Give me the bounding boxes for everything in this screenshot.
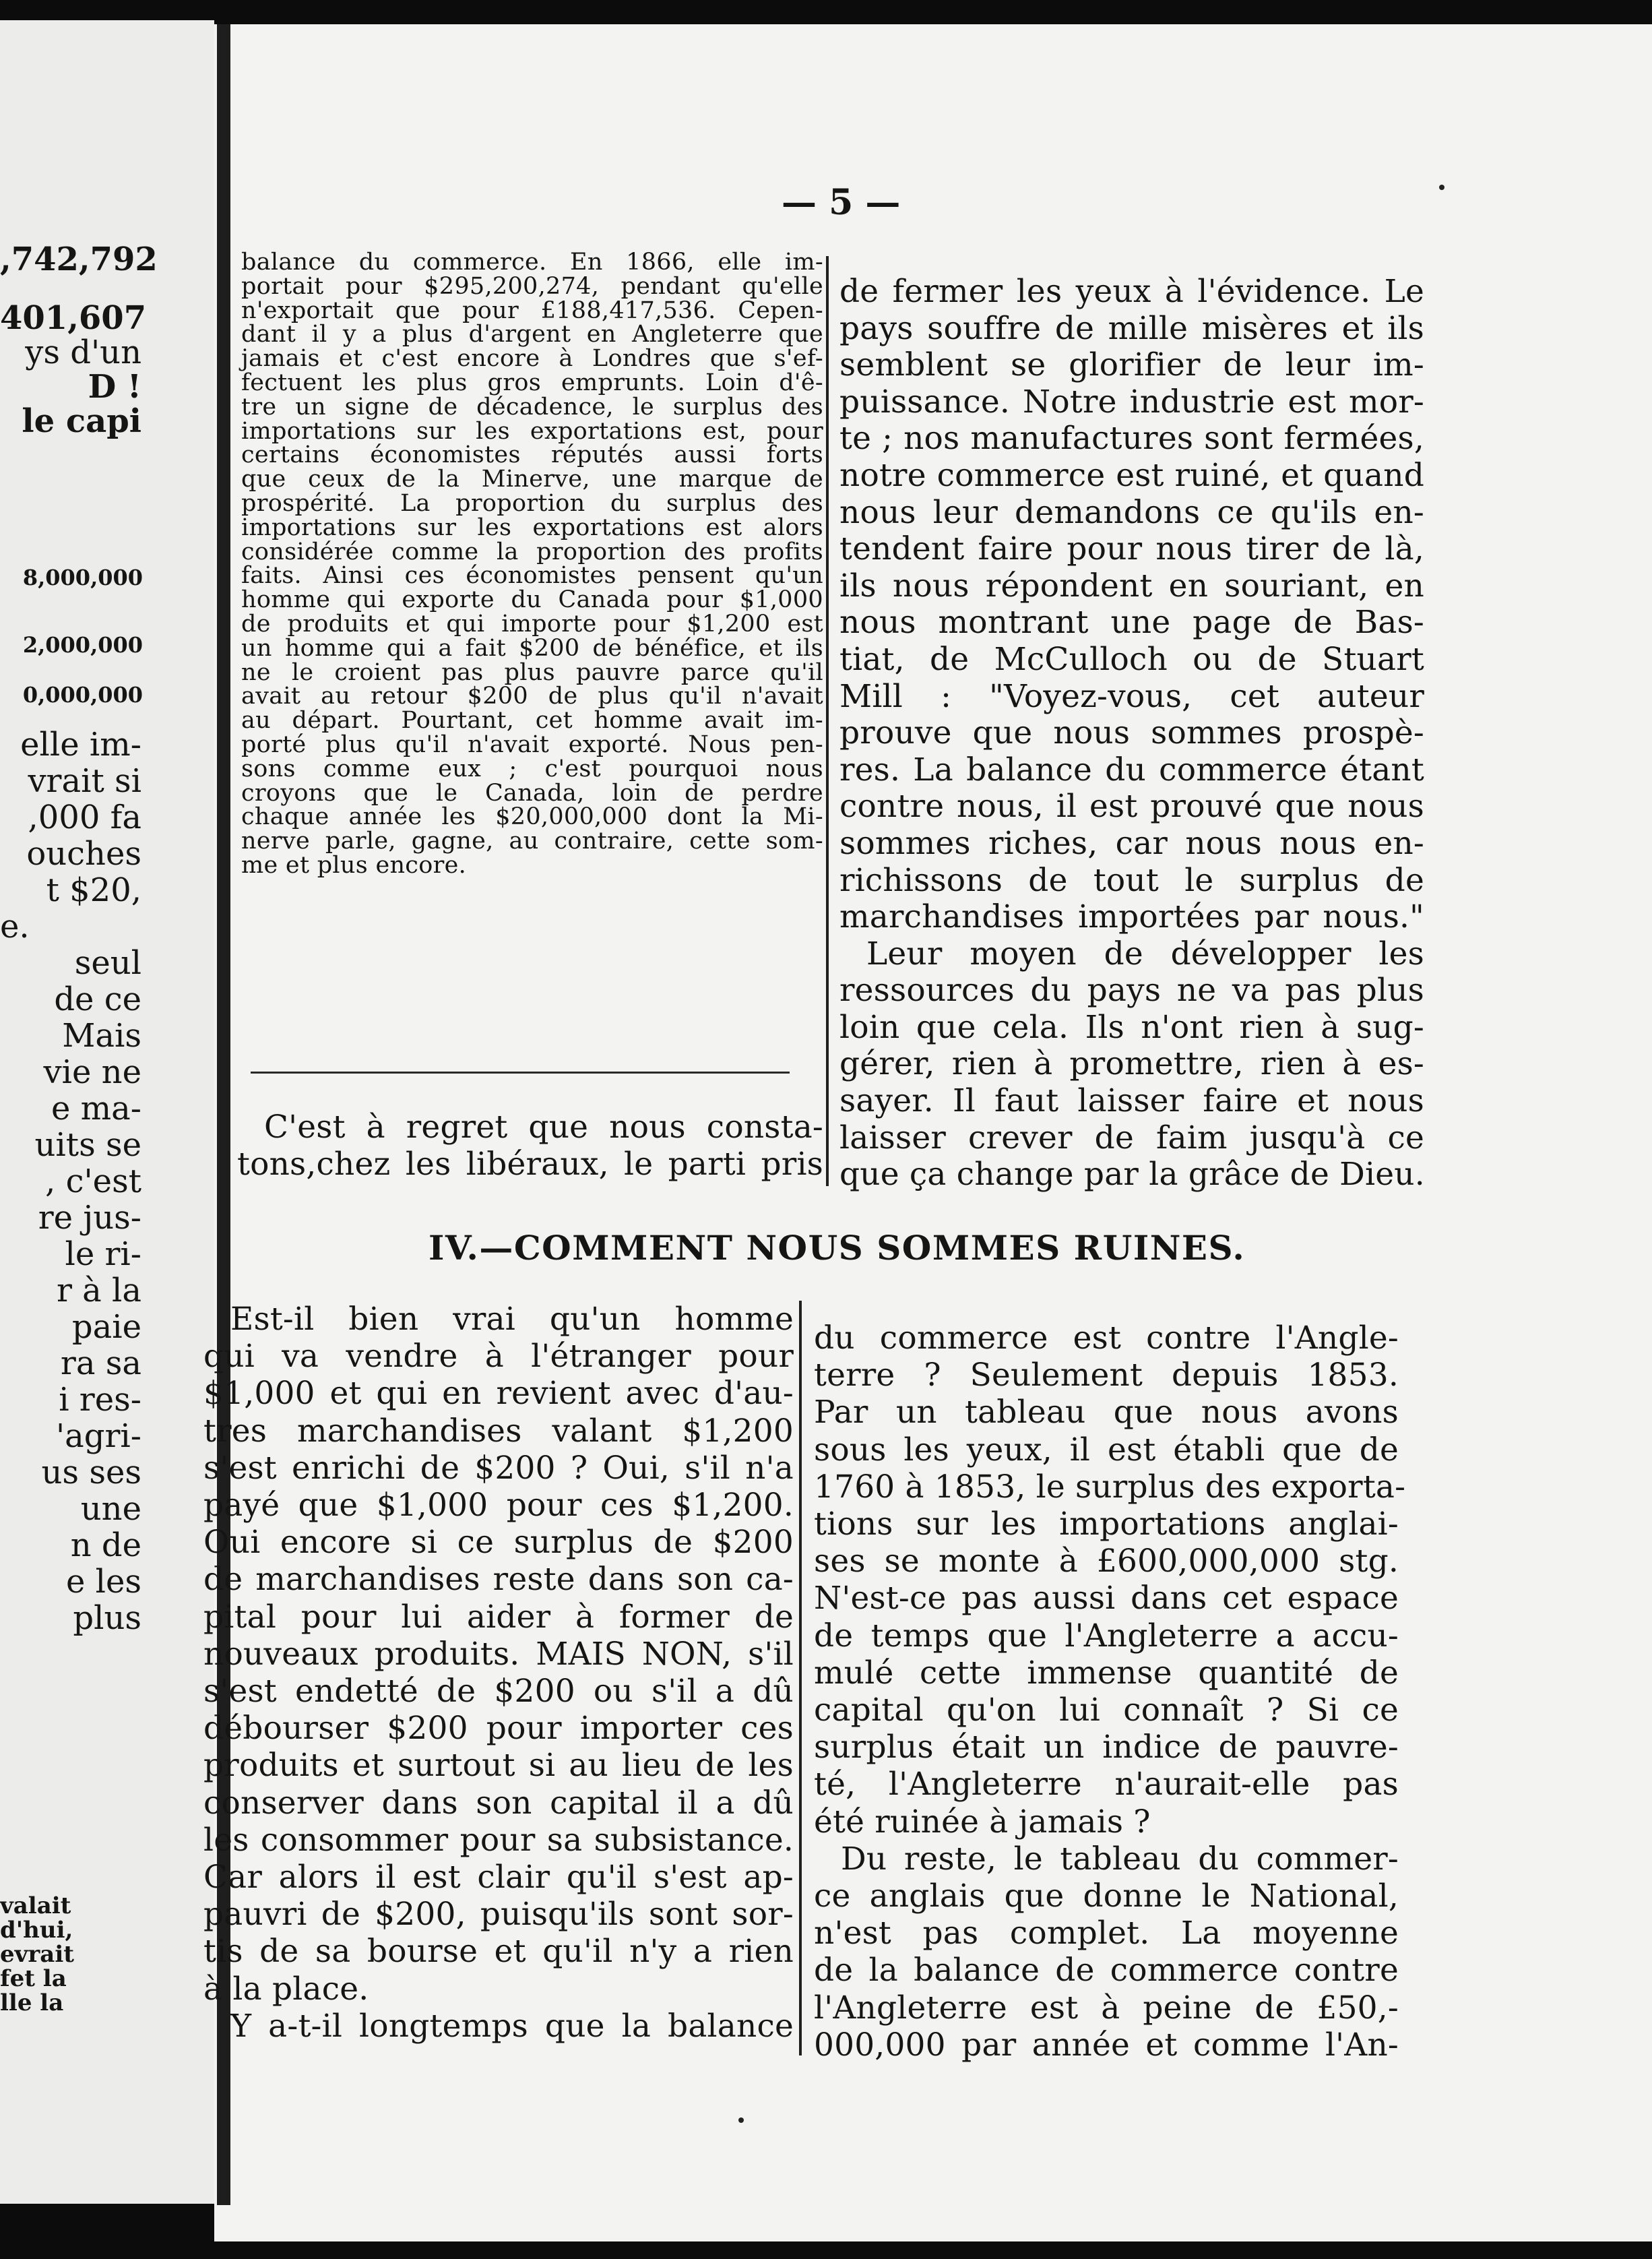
column-2-text (839, 274, 1424, 1194)
facing-line: e ma- (51, 1090, 141, 1127)
facing-line: t $20, (46, 871, 141, 909)
text-line: 000,000 par année et comme l'An- (814, 2026, 1399, 2064)
text-line: nouveaux produits. MAIS NON, s'il (203, 1635, 794, 1673)
text-line: un homme qui a fait $200 de bénéfice, et ils (241, 634, 823, 662)
text-line: balance du commerce. En 1866, elle im- (241, 249, 823, 276)
facing-line: le capi (22, 402, 141, 440)
text-line: contre nous, il est prouvé que nous (839, 788, 1424, 826)
text-line: $1,000 et qui en revient avec d'au- (203, 1375, 794, 1413)
text-line: débourser $200 pour importer ces (203, 1710, 794, 1747)
text-line: sommes riches, car nous nous en- (839, 824, 1424, 862)
text-line: avait au retour $200 de plus qu'il n'avait (241, 683, 823, 710)
text-line: té, l'Angleterre n'aurait-elle pas (814, 1766, 1399, 1803)
facing-line: ys d'un (25, 334, 141, 371)
column-rule-lower (799, 1301, 802, 2055)
text-line: mulé cette immense quantité de (814, 1654, 1399, 1692)
text-line: pital pour lui aider à former de (203, 1598, 794, 1636)
facing-page-amounts (0, 566, 143, 706)
text-line: porté plus qu'il n'avait exporté. Nous pen- (241, 731, 823, 758)
text-line: croyons que le Canada, loin de perdre (241, 779, 823, 807)
text-line: C'est à regret que nous consta- (264, 1109, 823, 1146)
text-line: tre un signe de décadence, le surplus des (241, 393, 823, 421)
text-line: surplus était un indice de pauvre- (814, 1729, 1399, 1766)
text-line: tiat, de McCulloch ou de Stuart (839, 640, 1424, 678)
text-line: nous montrant une page de Bas- (839, 604, 1424, 642)
text-line: pays souffre de mille misères et ils (839, 309, 1424, 347)
facing-line: evrait (0, 1941, 74, 1968)
text-line: Par un tableau que nous avons (814, 1394, 1399, 1431)
text-line: nous leur demandons ce qu'ils en- (839, 493, 1424, 531)
text-line: de temps que l'Angleterre a accu- (814, 1617, 1399, 1654)
text-line: considérée comme la proportion des profits (241, 538, 823, 565)
text-line: tres marchandises valant $1,200 (203, 1412, 794, 1450)
text-line: gérer, rien à promettre, rien à es- (839, 1045, 1424, 1083)
text-line: notre commerce est ruiné, et quand (839, 456, 1424, 494)
facing-line: 'agri- (55, 1417, 141, 1455)
facing-line: i res- (59, 1381, 141, 1419)
text-line: jamais et c'est encore à Londres que s'ef- (241, 345, 823, 373)
text-line: chaque année les $20,000,000 dont la Mi- (241, 803, 823, 831)
text-line: qui va vendre à l'étranger pour (203, 1338, 794, 1375)
text-line: s'est endetté de $200 ou s'il a dû (203, 1673, 794, 1710)
facing-line: valait (0, 1892, 71, 1919)
facing-line: ra sa (60, 1344, 141, 1382)
text-line: Mill : "Voyez-vous, cet auteur (839, 677, 1424, 715)
text-line: ressources du pays ne va pas plus (839, 972, 1424, 1010)
text-line: Oui encore si ce surplus de $200 (203, 1524, 794, 1561)
facing-line: vrait si (28, 762, 141, 800)
column-1-large-text (237, 1109, 823, 1183)
text-line: Y a-t-il longtemps que la balance (230, 2007, 794, 2045)
facing-line: le ri- (65, 1235, 141, 1273)
text-line: les consommer pour sa subsistance. (203, 1821, 794, 1859)
text-line: ils nous répondent en souriant, en (839, 567, 1424, 605)
facing-line: d'hui, (0, 1917, 73, 1944)
text-line: ne le croient pas plus pauvre parce qu'il (241, 658, 823, 686)
text-line: de fermer les yeux à l'évidence. Le (839, 273, 1424, 310)
column-separator-rule (251, 1072, 790, 1074)
page-number: — 5 — (782, 182, 901, 223)
text-line: tions sur les importations anglai- (814, 1506, 1399, 1543)
text-line: de la balance de commerce contre (814, 1952, 1399, 1989)
facing-line: seul (74, 944, 141, 982)
text-line: terre ? Seulement depuis 1853. (814, 1357, 1399, 1394)
text-line: capital qu'on lui connaît ? Si ce (814, 1692, 1399, 1729)
facing-page-top-lines (0, 241, 158, 440)
text-line: au départ. Pourtant, cet homme avait im- (241, 707, 823, 735)
facing-line: n de (70, 1526, 141, 1564)
facing-line: de ce (54, 981, 141, 1018)
text-line: de produits et qui importe pour $1,200 est (241, 610, 823, 638)
text-line: te ; nos manufactures sont fermées, (839, 420, 1424, 458)
facing-line: vie ne (43, 1053, 141, 1091)
text-line: Car alors il est clair qu'il s'est ap- (203, 1859, 794, 1896)
text-line: pauvri de $200, puisqu'ils sont sor- (203, 1896, 794, 1933)
text-line: s'est enrichi de $200 ? Oui, s'il n'a (203, 1449, 794, 1487)
facing-line: e. (0, 908, 30, 946)
text-line: été ruinée à jamais ? (814, 1803, 1151, 1840)
text-line: certains économistes réputés aussi forts (241, 441, 823, 469)
text-line: marchandises importées par nous." (839, 898, 1424, 936)
column-3-text (203, 1301, 794, 2045)
facing-line: uits se (34, 1126, 141, 1164)
text-line: ses se monte à £600,000,000 stg. (814, 1543, 1399, 1580)
text-line: produits et surtout si au lieu de les (203, 1747, 794, 1785)
facing-line: une (80, 1490, 141, 1528)
text-line: Leur moyen de développer les (866, 935, 1424, 972)
text-line: du commerce est contre l'Angle- (814, 1320, 1399, 1357)
text-line: importations sur les exportations est alors (241, 514, 823, 541)
facing-line: r à la (56, 1272, 141, 1309)
text-line: n'exportait que pour £188,417,536. Cepen- (241, 297, 823, 324)
text-line: semblent se glorifier de leur im- (839, 346, 1424, 384)
facing-line: D ! (88, 368, 141, 406)
text-line: loin que cela. Ils n'ont rien à sug- (839, 1008, 1424, 1046)
text-line: importations sur les exportations est, pour (241, 417, 823, 445)
facing-line: plus (73, 1599, 141, 1637)
facing-amount: 2,000,000 (22, 632, 143, 658)
section-heading: IV.—COMMENT NOUS SOMMES RUINES. (428, 1228, 1246, 1268)
text-line: 1760 à 1853, le surplus des exporta- (814, 1468, 1406, 1506)
text-line: laisser crever de faim jusqu'à ce (839, 1119, 1424, 1156)
facing-line: lle la (0, 1989, 64, 2016)
text-line: tis de sa bourse et qu'il n'y a rien (203, 1933, 794, 1971)
text-line: l'Angleterre est à peine de £50,- (814, 1989, 1399, 2026)
column-1-small-text (241, 251, 823, 878)
text-line: tendent faire pour nous tirer de là, (839, 530, 1424, 568)
text-line: tons,chez les libéraux, le parti pris (237, 1145, 823, 1183)
text-line: sayer. Il faut laisser faire et nous (839, 1082, 1424, 1120)
text-line: à la place. (203, 1970, 369, 2008)
text-line: que ceux de la Minerve, une marque de (241, 466, 823, 493)
facing-line: paie (71, 1308, 141, 1346)
text-line: prospérité. La proportion du surplus des (241, 489, 823, 517)
text-line: ce anglais que donne le National, (814, 1878, 1399, 1915)
text-line: dant il y a plus d'argent en Angleterre que (241, 321, 823, 348)
text-line: res. La balance du commerce étant (839, 751, 1424, 788)
facing-page-fragment (0, 20, 214, 2204)
facing-line: ,000 fa (28, 799, 141, 836)
facing-line: Mais (62, 1017, 141, 1055)
facing-line: , c'est (45, 1163, 141, 1200)
text-line: prouve que nous sommes prospè- (839, 714, 1424, 752)
facing-line: 401,607 (0, 299, 147, 337)
facing-amount: 0,000,000 (22, 682, 143, 708)
text-line: payé que $1,000 pour ces $1,200. (203, 1487, 794, 1524)
text-line: richissons de tout le surplus de (839, 861, 1424, 899)
text-line: n'est pas complet. La moyenne (814, 1915, 1399, 1952)
ink-speck (738, 2117, 744, 2123)
facing-page-body (0, 726, 141, 1636)
text-line: puissance. Notre industrie est mor- (839, 383, 1424, 421)
facing-line: us ses (41, 1454, 141, 1491)
text-line: Du reste, le tableau du commer- (841, 1840, 1399, 1878)
column-rule-upper (826, 256, 829, 1186)
facing-line: re jus- (38, 1199, 141, 1237)
text-line: portait pour $295,200,274, pendant qu'elle (241, 272, 823, 300)
text-line: fectuent les plus gros emprunts. Loin d'ê- (241, 369, 823, 396)
text-line: N'est-ce pas aussi dans cet espace (814, 1580, 1399, 1617)
text-line: conserver dans son capital il a dû (203, 1784, 794, 1822)
facing-line: elle im- (20, 726, 141, 764)
facing-amount: 8,000,000 (22, 565, 143, 590)
text-line: que ça change par la grâce de Dieu. (839, 1156, 1425, 1194)
text-line: homme qui exporte du Canada pour $1,000 (241, 586, 823, 614)
ink-speck (1439, 185, 1444, 190)
facing-line: e les (65, 1563, 141, 1601)
text-line: sons comme eux ; c'est pourquoi nous (241, 755, 823, 782)
text-line: nerve parle, gagne, au contraire, cette som- (241, 828, 823, 855)
text-line: Est-il bien vrai qu'un homme (230, 1301, 794, 1338)
facing-page-bottom (0, 1894, 74, 2015)
facing-line: ouches (26, 835, 141, 873)
facing-line: fet la (0, 1965, 67, 1992)
text-line: me et plus encore. (241, 851, 467, 879)
text-line: sous les yeux, il est établi que de (814, 1431, 1399, 1468)
text-line: faits. Ainsi ces économistes pensent qu'un (241, 562, 823, 590)
facing-line: ,742,792 (0, 241, 158, 278)
column-4-text (814, 1320, 1406, 2064)
text-line: de marchandises reste dans son ca- (203, 1561, 794, 1599)
